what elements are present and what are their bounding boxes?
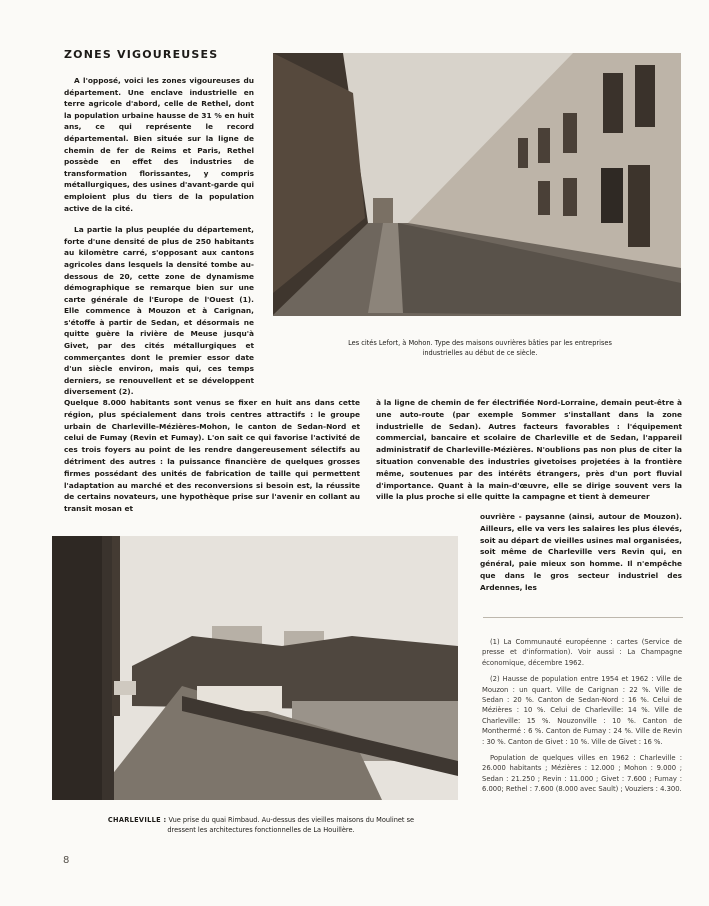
paragraph-workforce: ouvrière - paysanne (ainsi, autour de Mouzon). Ailleurs, elle va vers les salaires les plus élevés, soit au départ de vieilles usines mal organisées, soit même de Charleville vers Revin qui, en général, paie mieux son homme. Il n'empêche que dans le gros secteur industriel des Ardennes, les	[480, 512, 682, 592]
page-number: 8	[63, 855, 70, 866]
photo2-caption-text: Vue prise du quai Rimbaud. Au-dessus des vieilles maisons du Moulinet se dressent les architectures fonctionnelles de La Houillère.	[167, 816, 415, 834]
section-heading: ZONES VIGOUREUSES	[64, 48, 219, 61]
photo2-caption-location: CHARLEVILLE :	[107, 816, 167, 824]
footnote-divider	[483, 617, 683, 618]
photo2-caption	[102, 816, 420, 835]
footnote-populations: Population de quelques villes en 1962 : Charleville : 26.000 habitants ; Mézières : 12.000 ; Mohon : 9.000 ; Sedan : 21.250 ; Revin : 11.000 ; Givet : 7.600 ; Fumay : 6.000; Rethel : 7.600 (8.000 avec Sault) ; Vouziers : 4.300.	[482, 754, 682, 794]
footnote-1: (1) La Communauté européenne : cartes (Service de presse et d'information). Voir aussi : La Champagne économique, décembre 1962.	[482, 638, 682, 667]
footnote-2: (2) Hausse de population entre 1954 et 1962 : Ville de Mouzon : un quart. Ville de Carignan : 22 %. Ville de Sedan : 20 %. Canton de Sedan-Nord : 16 %. Celui de Mézières : 10 %. Celui de Charleville: 14 %. Ville de Charleville: 15 %. Nouzonville : 10 %. Canton de Monthermé : 6 %. Canton de Fumay : 24 %. Ville de Revin : 30 %. Canton de Givet : 10 %. Ville de Givet : 16 %.	[482, 675, 682, 746]
footnotes	[482, 637, 682, 801]
photo-charleville-quai	[52, 536, 458, 800]
intro-column	[64, 75, 254, 408]
paragraph-favorable-factors: à la ligne de chemin de fer électrifiée Nord-Lorraine, demain peut-être à une auto-route (par exemple Sommer s'installant dans la zone industrielle de Sedan). Autres facteurs favorables : l'équipement commercial, bancaire et scolaire de Charleville et de Sedan, l'appareil administratif de Charleville-Mézières. N'oublions pas non plus de citer la situation convenable des industries givetoises projetées à la frontière même, soutenues par des intérêts étrangers, près d'un port fluvial d'importance. Quant à la main-d'œuvre, elle se dirige souvent vers la ville la plus proche si elle quitte la campagne et tient à demeurer	[376, 398, 682, 502]
paragraph-rethel: A l'opposé, voici les zones vigoureuses du département. Une enclave industrielle en terre agricole d'abord, celle de Rethel, dont la population urbaine hausse de 31 % en huit ans, ce qui représente le record départemental. Bien située sur la ligne de chemin de fer de Reims et Paris, Rethel possède en effet des industries de transformation florissantes, y compris métallurgiques, des usines d'avant-garde qui emploient plus du tiers de la population active de la cité.	[64, 76, 254, 213]
photo1-caption: Les cités Lefort, à Mohon. Type des maisons ouvrières bâties par les entreprises industrielles au début de ce siècle.	[348, 339, 612, 357]
paragraph-dense-zone: La partie la plus peuplée du département, forte d'une densité de plus de 250 habitants au kilomètre carré, s'opposant aux cantons agricoles dans lesquels la densité tombe au-dessous de 20, cette zone de dynamisme démographique se remarque bien sur une carte générale de l'Europe de l'Ouest (1). Elle commence à Mouzon et à Carignan, s'étoffe à partir de Sedan, et désormais ne quitte guère la rivière de Meuse jusqu'à Givet, par des cités métallurgiques et commerçantes dont le premier essor date d'un siècle environ, mais qui, ces temps derniers, se renouvellent et se développent diversement (2).	[64, 225, 254, 397]
paragraph-attractive-centers: Quelque 8.000 habitants sont venus se fixer en huit ans dans cette région, plus spécialement dans trois centres attractifs : le groupe urbain de Charleville-Mézières-Mohon, le canton de Sedan-Nord et celui de Fumay (Revin et Fumay). L'on sait ce qui favorise l'activité de ces trois foyers au point de les rendre dangereusement sélectifs au détriment des autres : la puissance financière de quelques grosses firmes possédant des unités de fabrication de taille qui permettent l'adaptation au marché et des reconversions si besoin est, la réussite de certains novateurs, une hypothèque prise sur l'avenir en collant au transit mosan et	[64, 398, 360, 514]
photo-cites-lefort	[273, 53, 681, 316]
